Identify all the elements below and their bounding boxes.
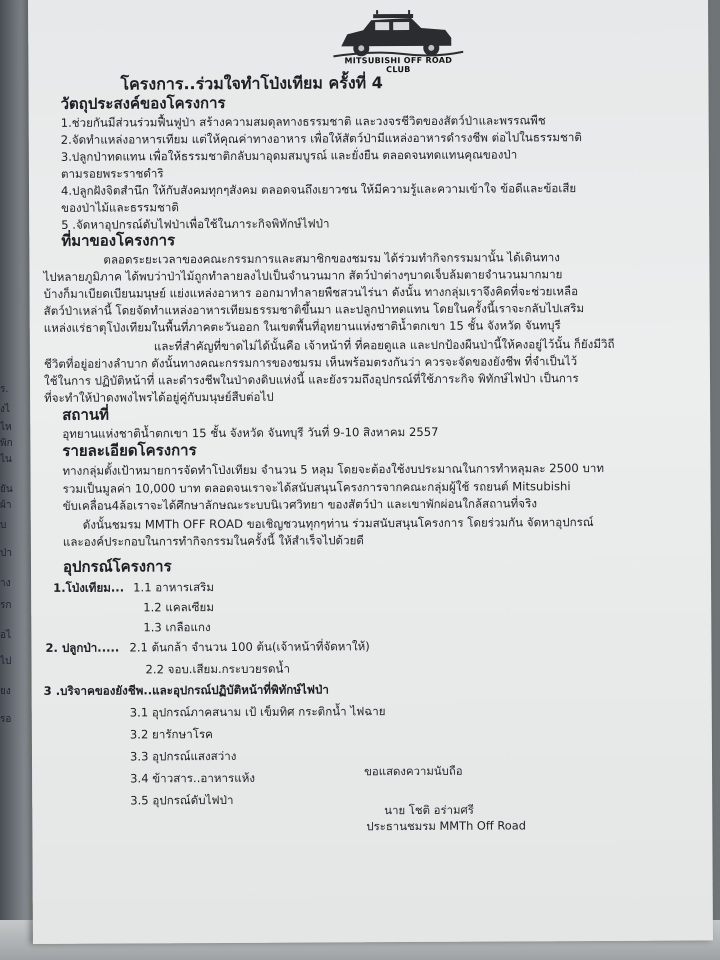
edge-fragment: ยง	[0, 686, 11, 697]
document-title: โครงการ..ร่วมใจทำโป่งเทียม ครั้งที่ 4	[120, 73, 383, 94]
edge-fragment: ร.	[0, 384, 9, 395]
objective-line: ตามรอยพระราชดำริ	[60, 166, 164, 181]
details-line: ทางกลุ่มตั้งเป้าหมายการจัดทำโป่งเทียม จำนวน 5 หลุม โดยจะต้องใช้งบประมาณในการทำหลุมละ 2500 บาท	[62, 460, 605, 478]
objective-line: 5 .จัดหาอุปกรณ์ดับไฟป่าเพื่อใช้ในภาระกิจพิทักษ์ไฟป่า	[61, 216, 330, 232]
closing-regards: ขอแสดงความนับถือ	[364, 763, 463, 779]
equipment-item: 3.3 อุปกรณ์แสงสว่าง	[129, 748, 237, 764]
background-line: แหล่งแร่ธาตุโป่งเทียมในพื้นที่ภาคตะวันออก ในเขตพื้นที่อุทยานแห่งชาติน้ำตกเขา 15 ชั้น จังหวัด จันทบุรี	[43, 318, 561, 335]
objective-line: ของป่าไม้และธรรมชาติ	[61, 200, 179, 215]
background-line: ไปหลายภูมิภาค ได้พบว่าป่าไม้ถูกทำลายลงไปเป็นจำนวนมาก สัตว์ป่าต่างๆบาดเจ็บล้มตายจำนวนมากมาย	[43, 267, 563, 284]
equipment-item: 1.2 แคลเซียม	[143, 600, 214, 615]
background-heading: ที่มาของโครงการ	[61, 231, 176, 250]
objective-line: 4.ปลูกฝังจิตสำนึก ให้กับสังคมทุกๆสังคม ตลอดจนถึงเยาวชน ให้มีความรู้และความเข้าใจ ข้อดีและข้อเสีย	[60, 181, 577, 198]
edge-fragment: รก	[0, 600, 12, 611]
details-line: ขับเคลื่อน4ล้อเราจะได้ศึกษาลักษณะระบบนิเวศวิทยา ของสัตว์ป่า และเขาพักผ่อนใกล้สถานที่จริง	[62, 496, 537, 513]
edge-fragment: าง	[0, 578, 11, 589]
signatory-name: นาย โชติ อร่ามศรี	[384, 802, 474, 818]
equipment-item: 3.1 อุปกรณ์ภาคสนาม เป้ เข็มทิศ กระติกน้ำ ไฟฉาย	[129, 704, 386, 720]
objective-line: 2.จัดทำแหล่งอาหารเทียม แต่ให้คุณค่าทางอาหาร เพื่อให้สัตว์ป่ามีแหล่งอาหารดำรงชีพ ต่อไปในธรรมชาติ	[60, 130, 582, 147]
equipment-item: 2.1 ต้นกล้า จำนวน 100 ต้น(เจ้าหน้าที่จัดหาให้)	[129, 639, 370, 655]
venue-line: อุทยานแห่งชาติน้ำตกเขา 15 ชั้น จังหวัด จันทบุรี วันที่ 9-10 สิงหาคม 2557	[62, 424, 439, 441]
equipment-item: 1.3 เกลือแกง	[143, 620, 211, 635]
background-line: ตลอดระยะเวลาของคณะกรรมการและสมาชิกของชมรม ได้ร่วมทำกิจกรรมมานั้น ได้เดินทาง	[103, 250, 560, 267]
objectives-heading: วัตถุประสงค์ของโครงการ	[60, 93, 226, 113]
edge-fragment: พิก	[0, 438, 13, 449]
background-line: บ้างก็มาเบียดเบียนมนุษย์ แย่งแหล่งอาหาร ออกมาทำลายพืชสวนไร่นา ดังนั้น ทางกลุ่มเราจึงคิดที่จะช่วยเหลือ	[43, 284, 579, 301]
equipment-group-label: 1.โป่งเทียม...	[53, 580, 125, 595]
edge-fragment: ป่า	[0, 548, 12, 559]
equipment-item: 1.1 อาหารเสริม	[133, 580, 215, 595]
details-line: ดังนั้นชมรม MMTh OFF ROAD ขอเชิญชวนทุกๆท่าน ร่วมสนับสนุนโครงการ โดยร่วมกัน จัดหาอุปกรณ์	[82, 515, 594, 532]
background-line: ที่จะทำให้ป่าดงพงไพรได้อยู่คู่กับมนุษย์สืบต่อไป	[44, 389, 274, 405]
background-line: และที่สำคัญที่ขาดไม่ได้นั้นคือ เจ้าหน้าที่ ที่คอยดูแล และปกป้องผืนป่านี้ให้คงอยู่ไว้นั้น ก็ยังมีวิถี	[153, 336, 615, 354]
objective-line: 1.ช่วยกันมีส่วนร่วมฟื้นฟูป่า สร้างความสมดุลทางธรรมชาติ และวงจรชีวิตของสัตว์ป่าและพรรณพืช	[60, 113, 546, 130]
details-line: และองค์ประกอบในการทำกิจกรรมในครั้งนี้ ให้สำเร็จไปด้วยดี	[62, 533, 364, 549]
equipment-item: 3.2 ยารักษาโรค	[129, 727, 213, 742]
details-line: รวมเป็นมูลค่า 10,000 บาท ตลอดจนเราจะได้สนับสนุนโครงการจากคณะกลุ่มผู้ใช้ รถยนต์ Mitsubishi	[62, 479, 571, 496]
equipment-group-label: 2. ปลูกป่า.....	[45, 640, 120, 655]
edge-fragment: อไ	[0, 630, 12, 641]
edge-fragment: รอ	[0, 714, 12, 725]
edge-fragment: ผ้า	[0, 500, 12, 511]
offroad-truck-icon	[333, 8, 463, 59]
edge-fragment: ไป	[0, 656, 12, 667]
document-body	[42, 73, 702, 834]
venue-heading: สถานที่	[62, 405, 110, 424]
edge-fragment: ไห	[0, 422, 12, 433]
details-heading: รายละเอียดโครงการ	[62, 441, 197, 460]
equipment-item: 3.5 อุปกรณ์ดับไฟป่า	[130, 792, 234, 808]
background-line: สัตว์ป่าเหล่านี้ โดยจัดทำแหล่งอาหารเทียมธรรมชาติขึ้นมา และปลูกป่าทดแทน โดยในครั้งนี้เราจะกลับไปเสริม	[43, 301, 585, 318]
edge-fragment: บ	[0, 520, 7, 531]
equipment-item: 3.4 ข้าวสาร..อาหารแห้ง	[130, 770, 256, 786]
equipment-heading: อุปกรณ์โครงการ	[62, 557, 172, 576]
edge-fragment: ไน	[0, 454, 12, 465]
edge-fragment: งไ	[0, 404, 10, 415]
background-line: ชีวิตที่อยู่อย่างลำบาก ดังนั้นทางคณะกรรมการของชมรม เห็นพร้อมตรงกันว่า ควรจะจัดของยังชีพ ที่จำเป็นไว้	[43, 354, 578, 371]
objective-line: 3.ปลูกป่าทดแทน เพื่อให้ธรรมชาติกลับมาอุดมสมบูรณ์ และยั่งยืน ตลอดจนทดแทนคุณของป่า	[60, 147, 518, 164]
equipment-group-label: 3 .บริจาคของยังชีพ..และอุปกรณ์ปฏิบัติหน้าที่พิทักษ์ไฟป่า	[43, 682, 329, 698]
document-page	[28, 0, 713, 944]
edge-fragment: ยัน	[0, 484, 13, 495]
club-logo	[333, 8, 463, 75]
club-logo-text: MITSUBISHI OFF ROAD CLUB	[344, 55, 453, 75]
equipment-item: 2.2 จอบ.เสียม.กระบวยรดน้ำ	[145, 661, 290, 677]
signatory-position: ประธานชมรม MMTh Off Road	[366, 818, 526, 834]
background-line: ใช้ในการ ปฏิบัติหน้าที่ และดำรงชีพในป่าดงดิบแห่งนี้ และยังรวมถึงอุปกรณ์ที่ใช้ภาระกิจ พิทักษ์ไฟป่า เป็นการ	[43, 371, 579, 388]
